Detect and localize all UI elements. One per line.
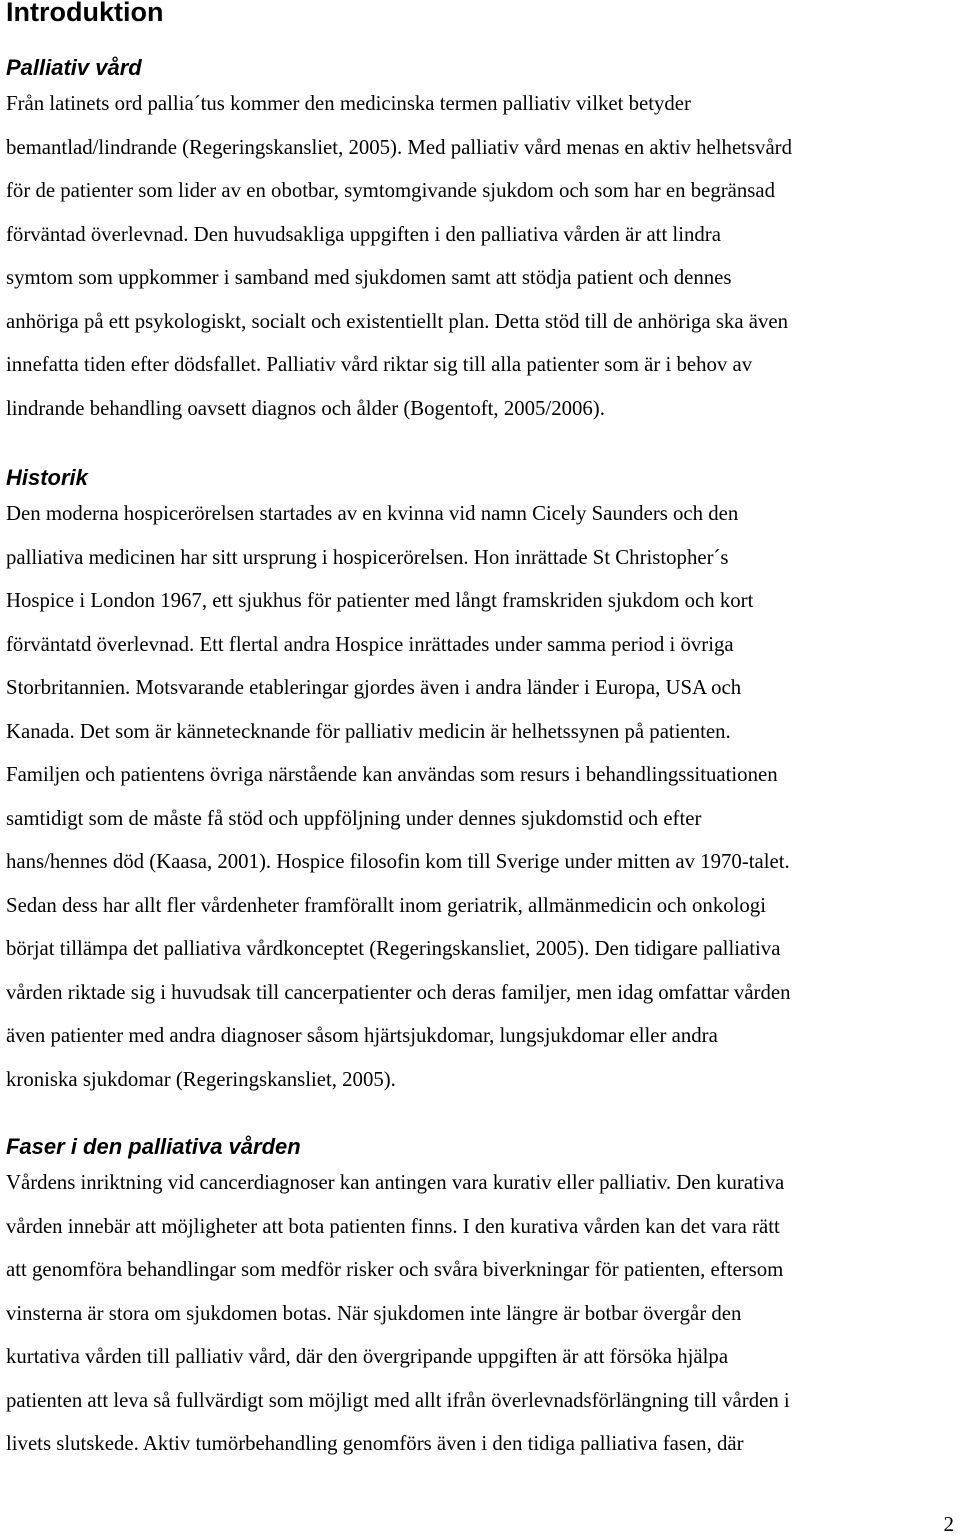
paragraph-historik xyxy=(6,492,954,1101)
text-line: palliativa medicinen har sitt ursprung i hospicerörelsen. Hon inrättade St Christopher´s xyxy=(6,545,729,569)
text-line: för de patienter som lider av en obotbar, symtomgivande sjukdom och som har en begränsad xyxy=(6,179,776,202)
text-line: börjat tillämpa det palliativa vårdkonceptet (Regeringskansliet, 2005). Den tidigare palliativa xyxy=(6,937,781,960)
text-line: förväntad överlevnad. Den huvudsakliga uppgiften i den palliativa vården är att lindra xyxy=(6,222,721,246)
text-line: innefatta tiden efter dödsfallet. Palliativ vård riktar sig till alla patienter som är i behov av xyxy=(6,353,753,376)
text-line: Hospice i London 1967, ett sjukhus för patienter med långt framskriden sjukdom och kort xyxy=(6,589,754,612)
text-line: vården innebär att möjligheter att bota patienten finns. I den kurativa vården kan det vara rätt xyxy=(6,1214,780,1238)
text-line: vinsterna är stora om sjukdomen botas. När sjukdomen inte längre är botbar övergår den xyxy=(6,1301,742,1325)
paragraph-palliativ-vard xyxy=(6,82,954,430)
text-line: symtom som uppkommer i samband med sjukdomen samt att stödja patient och dennes xyxy=(6,266,732,289)
text-line: Familjen och patientens övriga närstående kan användas som resurs i behandlingssituationen xyxy=(6,763,778,786)
text-line: anhöriga på ett psykologiskt, socialt och existentiellt plan. Detta stöd till de anhöriga ska även xyxy=(6,309,789,333)
text-line: vården riktade sig i huvudsak till cancerpatienter och deras familjer, men idag omfattar vården xyxy=(6,980,791,1004)
section-heading-faser: Faser i den palliativa vården xyxy=(6,1134,301,1159)
text-line: patienten att leva så fullvärdigt som möjligt med allt ifrån överlevnadsförlängning till vården i xyxy=(6,1388,790,1412)
text-line: Från latinets ord pallia´tus kommer den medicinska termen palliativ vilket betyder xyxy=(6,92,691,115)
text-line: kroniska sjukdomar (Regeringskansliet, 2005). xyxy=(6,1067,396,1091)
paragraph-faser xyxy=(6,1161,954,1466)
text-line: även patienter med andra diagnoser såsom hjärtsjukdomar, lungsjukdomar eller andra xyxy=(6,1024,718,1047)
text-line: Sedan dess har allt fler vårdenheter framförallt inom geriatrik, allmänmedicin och onkologi xyxy=(6,893,766,917)
section-heading-historik: Historik xyxy=(6,465,88,490)
text-line: förväntatd överlevnad. Ett flertal andra Hospice inrättades under samma period i övriga xyxy=(6,632,734,656)
text-line: Storbritannien. Motsvarande etableringar gjordes även i andra länder i Europa, USA och xyxy=(6,676,742,699)
text-line: kurtativa vården till palliativ vård, där den övergripande uppgiften är att försöka hjälpa xyxy=(6,1345,729,1368)
page-number: 2 xyxy=(943,1512,954,1536)
text-line: Vårdens inriktning vid cancerdiagnoser kan antingen vara kurativ eller palliativ. Den kurativa xyxy=(6,1171,785,1194)
text-line: samtidigt som de måste få stöd och uppföljning under dennes sjukdomstid och efter xyxy=(6,806,702,830)
text-line: bemantlad/lindrande (Regeringskansliet, 2005). Med palliativ vård menas en aktiv helhetsvård xyxy=(6,135,793,159)
text-line: hans/hennes död (Kaasa, 2001). Hospice filosofin kom till Sverige under mitten av 1970-talet. xyxy=(6,850,790,873)
page-title: Introduktion xyxy=(6,0,164,27)
text-line: att genomföra behandlingar som medför risker och svåra biverkningar för patienten, eftersom xyxy=(6,1258,784,1281)
text-line: livets slutskede. Aktiv tumörbehandling genomförs även i den tidiga palliativa fasen, där xyxy=(6,1432,744,1455)
text-line: Den moderna hospicerörelsen startades av en kvinna vid namn Cicely Saunders och den xyxy=(6,502,739,525)
text-line: Kanada. Det som är kännetecknande för palliativ medicin är helhetssynen på patienten. xyxy=(6,719,731,743)
section-heading-palliativ-vard: Palliativ vård xyxy=(6,55,142,80)
text-line: lindrande behandling oavsett diagnos och ålder (Bogentoft, 2005/2006). xyxy=(6,396,605,420)
